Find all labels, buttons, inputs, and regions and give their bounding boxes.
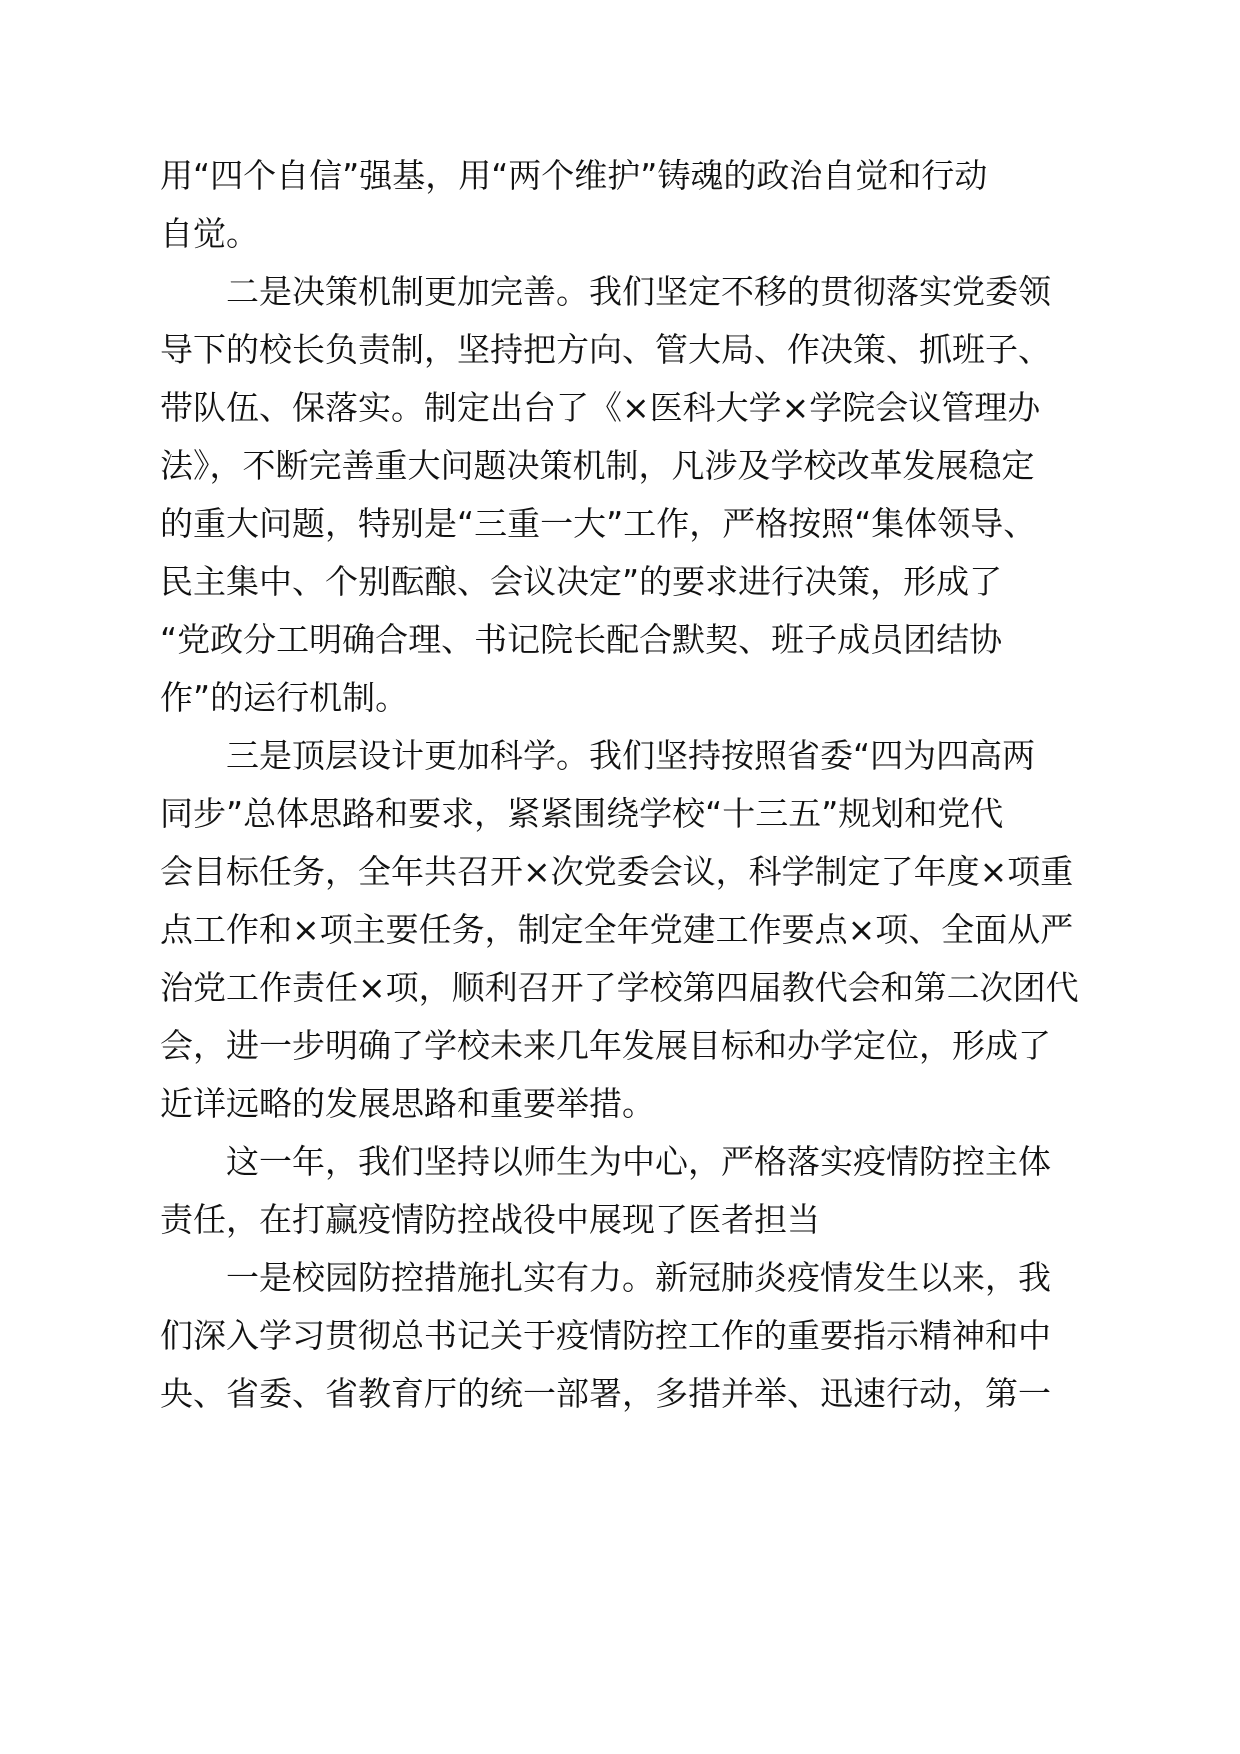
body-text-line: 作”的运行机制。	[160, 678, 409, 717]
body-text-line: 三是顶层设计更加科学。我们坚持按照省委“四为四高两	[160, 736, 1036, 775]
body-text-line: 自觉。	[160, 214, 259, 253]
body-text-line: 会，进一步明确了学校未来几年发展目标和办学定位，形成了	[160, 1026, 1051, 1065]
body-text-line: 民主集中、个别酝酿、会议决定”的要求进行决策，形成了	[160, 562, 1003, 601]
body-text-line: 们深入学习贯彻总书记关于疫情防控工作的重要指示精神和中	[160, 1316, 1051, 1355]
body-text-line: 近详远略的发展思路和重要举措。	[160, 1084, 655, 1123]
body-text-line: 点工作和×项主要任务，制定全年党建工作要点×项、全面从严	[160, 910, 1074, 949]
body-text-line: 带队伍、保落实。制定出台了《×医科大学×学院会议管理办	[160, 388, 1041, 427]
body-text-line: 用“四个自信”强基，用“两个维护”铸魂的政治自觉和行动	[160, 156, 988, 195]
body-text-line: 一是校园防控措施扎实有力。新冠肺炎疫情发生以来，我	[160, 1258, 1051, 1297]
body-text-line: 二是决策机制更加完善。我们坚定不移的贯彻落实党委领	[160, 272, 1051, 311]
body-text-line: 这一年，我们坚持以师生为中心，严格落实疫情防控主体	[160, 1142, 1051, 1181]
body-text-line: 的重大问题，特别是“三重一大”工作，严格按照“集体领导、	[160, 504, 1037, 543]
body-text-line: 导下的校长负责制，坚持把方向、管大局、作决策、抓班子、	[160, 330, 1051, 369]
body-text-line: 责任，在打赢疫情防控战役中展现了医者担当	[160, 1200, 820, 1239]
body-text-line: 法》，不断完善重大问题决策机制，凡涉及学校改革发展稳定	[160, 446, 1035, 485]
body-text-line: 同步”总体思路和要求，紧紧围绕学校“十三五”规划和党代	[160, 794, 1004, 833]
body-text-line: 治党工作责任×项，顺利召开了学校第四届教代会和第二次团代	[160, 968, 1079, 1007]
body-text-line: 会目标任务，全年共召开×次党委会议，科学制定了年度×项重	[160, 852, 1074, 891]
body-text-line: 央、省委、省教育厅的统一部署，多措并举、迅速行动，第一	[160, 1374, 1051, 1413]
body-text-line: “党政分工明确合理、书记院长配合默契、班子成员团结协	[160, 620, 1003, 659]
